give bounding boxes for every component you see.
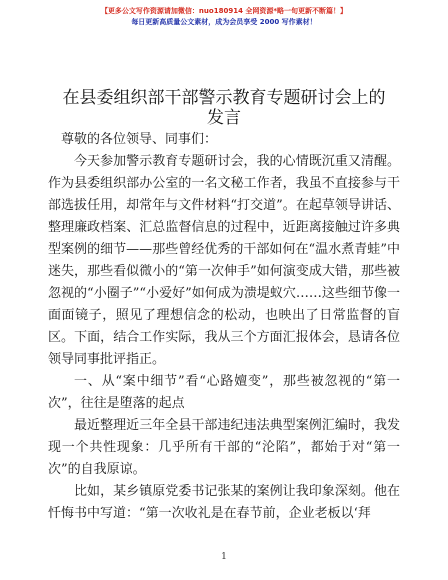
promo-banner-line-1: 【更多公文写作资源请加微信：nuo180914 全网资源*略一旬更新不断篇！】 <box>100 7 348 15</box>
salutation: 尊敬的各位领导、同事们： <box>61 132 218 147</box>
body-paragraph: 比如，某乡镇原党委书记张某的案例让我印象深刻。他在忏悔书中写道：“第一次收礼是在春节前，企业老板以‘拜 <box>48 484 400 521</box>
body-paragraph: 最近整理近三年全县干部违纪违法典型案例汇编时，我发现一个共性现象：几乎所有干部的“沦陷”，都始于对“第一次”的自我原谅。 <box>48 418 400 477</box>
document-body <box>48 129 400 525</box>
section-heading: 一、从“案中细节”看“心路嬗变”，那些被忽视的“第一次”，往往是堕落的起点 <box>48 374 400 411</box>
document-title: 在县委组织部干部警示教育专题研讨会上的发言 <box>62 88 386 128</box>
page-number: 1 <box>221 552 227 562</box>
body-paragraph: 今天参加警示教育专题研讨会，我的心情既沉重又清醒。作为县委组织部办公室的一名文秘工作者，我虽不直接参与干部选拔任用，却常年与文件材料“打交道”。在起草领导讲话、整理廉政档案、汇总监督信息的过程中，近距离接触过许多典型案例的细节——那些曾经优秀的干部如何在“温水煮青蛙”中迷失，那些看似微小的“第一次伸手”如何演变成大错，那些被忽视的“小圈子”“小爱好”如何成为溃堤蚁穴……这些细节像一面面镜子，照见了理想信念的松动，也映出了日常监督的盲区。下面，结合工作实际，我从三个方面汇报体会，恳请各位领导同事批评指正。 <box>48 154 400 367</box>
promo-banner-line-2: 每日更新高质量公文素材，成为会员享受 2000 写作素材！ <box>131 18 317 26</box>
promo-banner <box>0 6 448 28</box>
